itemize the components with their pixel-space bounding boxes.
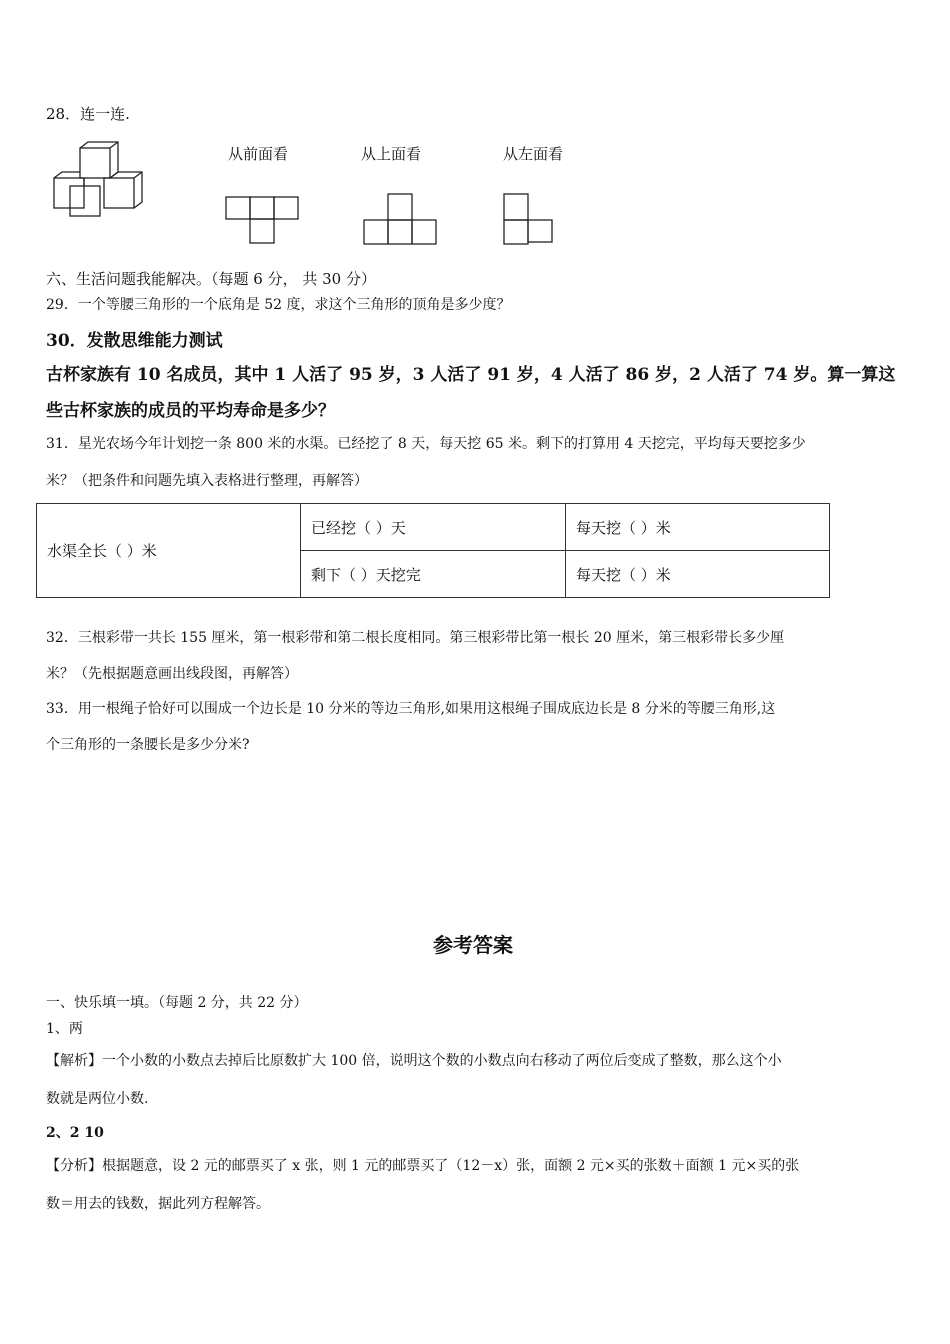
q31-line2: 米？（把条件和问题先填入表格进行整理，再解答） [46, 473, 368, 489]
answer-1-analysis-line2: 数就是两位小数. [46, 1091, 149, 1107]
front-view-figure [224, 195, 304, 247]
q32-line2: 米？（先根据题意画出线段图，再解答） [46, 666, 298, 682]
q30-line2: 些古杯家族的成员的平均寿命是多少？ [46, 401, 335, 421]
q31-cell-dug-days: 已经挖（ ）天 [301, 504, 566, 551]
answers-section-1: 一、快乐填一填。（每题 2 分，共 22 分） [46, 995, 308, 1011]
q31-cell-per-day-1: 每天挖（ ）米 [566, 504, 830, 551]
q29-text: 29．一个等腰三角形的一个底角是 52 度，求这个三角形的顶角是多少度？ [46, 297, 511, 313]
q32-line1: 32．三根彩带一共长 155 厘米，第一根彩带和第二根长度相同。第三根彩带比第一根长 20 厘米，第三根彩带长多少厘 [46, 630, 785, 646]
q30-line1: 古杯家族有 10 名成员，其中 1 人活了 95 岁，3 人活了 91 岁，4 人活了 86 岁，2 人活了 74 岁。算一算这 [46, 365, 896, 385]
q31-cell-total: 水渠全长（ ）米 [37, 504, 301, 598]
q30-title: 30．发散思维能力测试 [46, 331, 223, 351]
answer-2: 2、2 10 [46, 1125, 104, 1141]
top-view-figure [362, 192, 442, 246]
q33-line2: 个三角形的一条腰长是多少分米? [46, 737, 250, 753]
cube-stack-figure [48, 140, 152, 220]
q31-line1: 31．星光农场今年计划挖一条 800 米的水渠。已经挖了 8 天，每天挖 65 米。剩下的打算用 4 天挖完，平均每天要挖多少 [46, 436, 806, 452]
view-label-top: 从上面看 [361, 145, 422, 163]
q31-table [36, 503, 830, 598]
section-6-heading: 六、生活问题我能解决。（每题 6 分， 共 30 分） [46, 270, 376, 288]
view-label-front: 从前面看 [228, 145, 289, 163]
answer-1: 1、两 [46, 1021, 83, 1037]
answer-1-analysis-line1: 【解析】一个小数的小数点去掉后比原数扩大 100 倍，说明这个数的小数点向右移动了两位后变成了整数，那么这个小 [46, 1053, 782, 1069]
q28-title: 28．连一连. [46, 105, 130, 123]
answers-title: 参考答案 [433, 933, 513, 957]
left-view-figure [502, 192, 558, 246]
answer-2-analysis-line1: 【分析】根据题意，设 2 元的邮票买了 x 张，则 1 元的邮票买了（12－x）张，面额 2 元×买的张数＋面额 1 元×买的张 [46, 1158, 800, 1174]
view-label-left: 从左面看 [503, 145, 564, 163]
q31-cell-remain-days: 剩下（ ）天挖完 [301, 551, 566, 598]
q31-cell-per-day-2: 每天挖（ ）米 [566, 551, 830, 598]
q33-line1: 33．用一根绳子恰好可以围成一个边长是 10 分米的等边三角形,如果用这根绳子围成底边长是 8 分米的等腰三角形,这 [46, 701, 776, 717]
answer-2-analysis-line2: 数＝用去的钱数，据此列方程解答。 [46, 1196, 270, 1212]
